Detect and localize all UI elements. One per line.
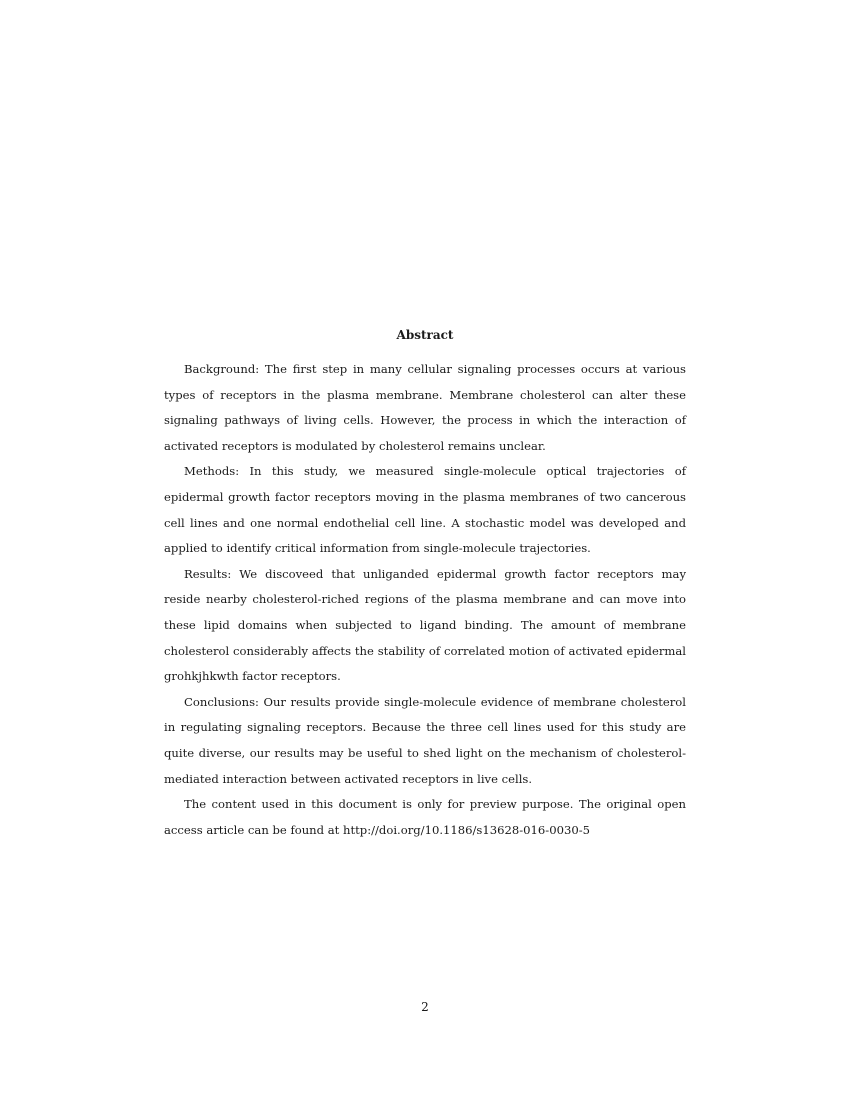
- abstract-conclusions-paragraph: Conclusions: Our results provide single-molecule evidence of membrane cholesterol in regulating signaling receptors. Because the three cell lines used for this study are quite diverse, our results may be useful to shed light on the mechanism of cholesterol-mediated interaction between activated receptors in live cells.: [164, 694, 686, 786]
- abstract-results-paragraph: Results: We discoveed that unliganded epidermal growth factor receptors may reside nearby cholesterol-riched regions of the plasma membrane and can move into these lipid domains when subjected to ligand binding. The amount of membrane cholesterol considerably affects the stability of correlated motion of activated epidermal grohkjhkwth factor receptors.: [164, 566, 686, 684]
- abstract-background-paragraph: Background: The first step in many cellular signaling processes occurs at various types of receptors in the plasma membrane. Membrane cholesterol can alter these signaling pathways of living cells. However, the process in which the interaction of activated receptors is modulated by cholesterol remains unclear.: [164, 362, 686, 453]
- abstract-heading: Abstract: [396, 328, 454, 342]
- abstract-methods-paragraph: Methods: In this study, we measured single-molecule optical trajectories of epidermal growth factor receptors moving in the plasma membranes of two cancerous cell lines and one normal endothelial cell line. A stochastic model was developed and applied to identify critical information from single-molecule trajectories.: [164, 464, 686, 556]
- preview-notice-paragraph: The content used in this document is only for preview purpose. The original open access article can be found at http://doi.org/10.1186/s13628-016-0030-5: [164, 797, 686, 837]
- abstract-body: [164, 357, 686, 843]
- page-number: 2: [421, 1000, 429, 1014]
